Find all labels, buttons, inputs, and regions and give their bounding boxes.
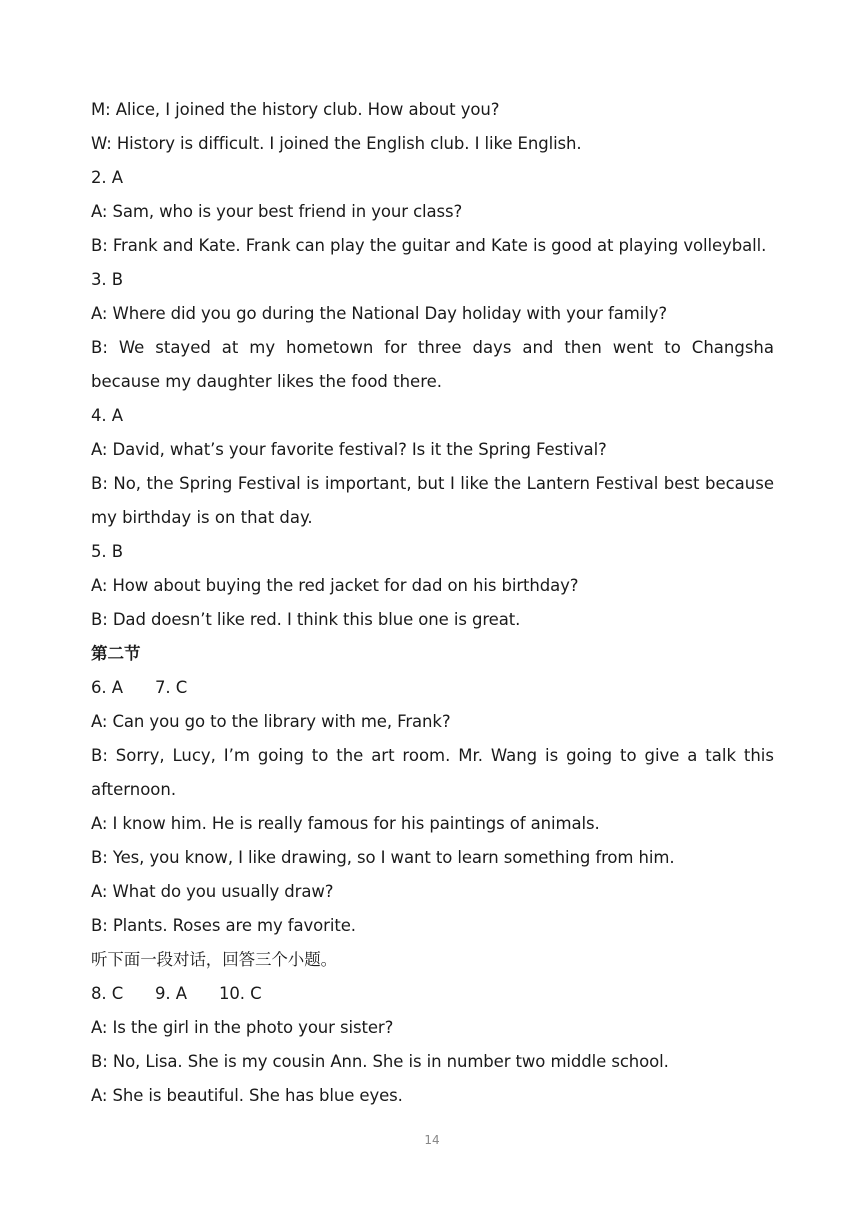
dialogue-line: A: David, what’s your favorite festival? Is it the Spring Festival?: [91, 440, 607, 459]
page-number: 14: [424, 1133, 440, 1147]
transcript-content: [91, 93, 774, 1113]
dialogue-line: B: Yes, you know, I like drawing, so I want to learn something from him.: [91, 848, 675, 867]
answer-label: 8. C: [91, 984, 124, 1003]
dialogue-line: A: I know him. He is really famous for his paintings of animals.: [91, 814, 600, 833]
dialogue-line: B: Plants. Roses are my favorite.: [91, 916, 356, 935]
dialogue-line: B: Frank and Kate. Frank can play the guitar and Kate is good at playing volleyball.: [91, 236, 767, 255]
answer-label: 9. A: [155, 984, 187, 1003]
dialogue-paragraph: B: Sorry, Lucy, I’m going to the art room. Mr. Wang is going to give a talk this afternoon.: [91, 746, 774, 799]
answer-label: 6. A: [91, 678, 123, 697]
answer-label: 10. C: [219, 984, 262, 1003]
answer-label: 5. B: [91, 542, 123, 561]
dialogue-line: A: Where did you go during the National Day holiday with your family?: [91, 304, 668, 323]
dialogue-line: M: Alice, I joined the history club. How about you?: [91, 100, 500, 119]
dialogue-line: A: Sam, who is your best friend in your class?: [91, 202, 463, 221]
dialogue-line: A: Can you go to the library with me, Frank?: [91, 712, 451, 731]
dialogue-line: W: History is difficult. I joined the English club. I like English.: [91, 134, 582, 153]
dialogue-paragraph: B: We stayed at my hometown for three days and then went to Changsha because my daughter likes the food there.: [91, 338, 774, 391]
dialogue-line: A: How about buying the red jacket for dad on his birthday?: [91, 576, 579, 595]
section-heading: 第二节: [91, 644, 141, 663]
dialogue-line: A: What do you usually draw?: [91, 882, 334, 901]
answer-label: 2. A: [91, 168, 123, 187]
dialogue-line: B: Dad doesn’t like red. I think this blue one is great.: [91, 610, 521, 629]
answer-label: 4. A: [91, 406, 123, 425]
dialogue-paragraph: B: No, the Spring Festival is important, but I like the Lantern Festival best because my birthday is on that day.: [91, 474, 774, 527]
dialogue-line: B: No, Lisa. She is my cousin Ann. She is in number two middle school.: [91, 1052, 669, 1071]
answer-row: [91, 671, 774, 705]
answer-label: 3. B: [91, 270, 123, 289]
instruction-text: 听下面一段对话，回答三个小题。: [91, 950, 338, 969]
dialogue-line: A: Is the girl in the photo your sister?: [91, 1018, 394, 1037]
answer-label: 7. C: [155, 678, 188, 697]
dialogue-line: A: She is beautiful. She has blue eyes.: [91, 1086, 403, 1105]
answer-row: [91, 977, 774, 1011]
